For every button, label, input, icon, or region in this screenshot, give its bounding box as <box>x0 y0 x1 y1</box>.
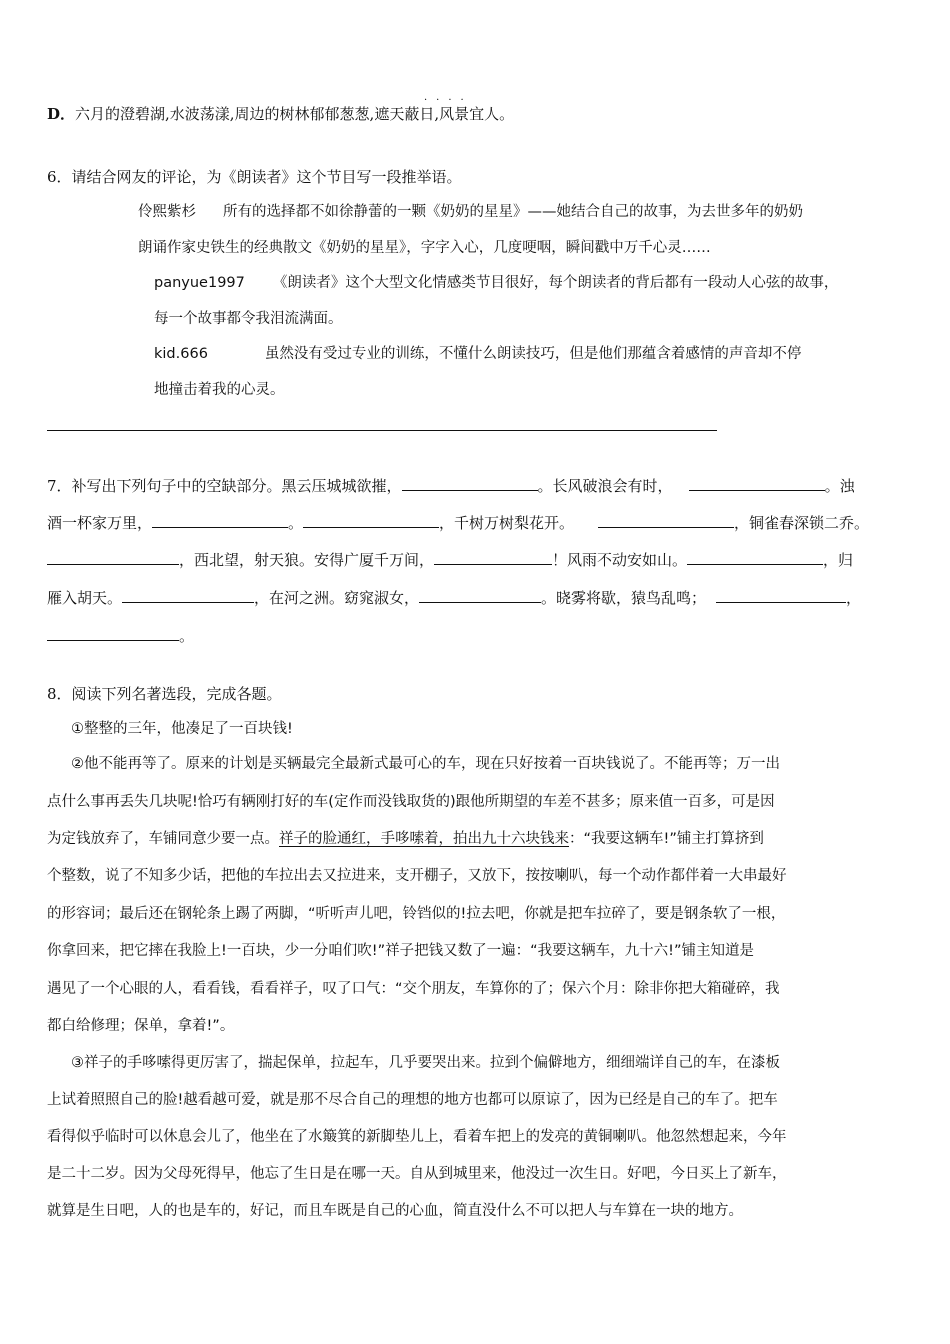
blank-7[interactable] <box>434 549 552 565</box>
q7-text: 雁入胡天。 <box>47 589 123 607</box>
q7-line-4 <box>47 587 861 608</box>
blank-11[interactable] <box>716 587 846 603</box>
q7-text: 酒一杯家万里， <box>47 514 153 532</box>
q8-paragraph-2-line: ②他不能再等了。原来的计划是买辆最完全最新式最可心的车，现在只好按着一百块钱说了。不能再等；万一出 <box>71 756 780 772</box>
comment-3-user: kid.666 <box>154 346 208 362</box>
q7-text: 7．补写出下列句子中的空缺部分。黑云压城城欲摧， <box>47 477 402 495</box>
q8-paragraph-3-line: 是二十二岁。因为父母死得早，他忘了生日是在哪一天。自从到城里来，他没过一次生日。好吧，今日买上了新车， <box>47 1166 787 1182</box>
passage-text: ：“我要这辆车!”铺主打算挤到 <box>569 831 764 847</box>
q7-line-3 <box>47 549 853 570</box>
q7-text: 。 <box>288 514 304 532</box>
q8-paragraph-2-line: 点什么事再丢失几块呢!恰巧有辆刚打好的车(定作而没钱取货的)跟他所期望的车差不甚多；原来值一百多，可是因 <box>47 794 775 810</box>
q7-line-5 <box>47 625 194 646</box>
q7-line-1 <box>47 475 855 496</box>
q8-paragraph-2-line: 个整数，说了不知多少话，把他的车拉出去又拉进来，支开棚子，又放下，按按喇叭，每一个动作都伴着一大串最好 <box>47 868 787 884</box>
comment-1-text-1: 所有的选择都不如徐静蕾的一颗《奶奶的星星》——她结合自己的故事，为去世多年的奶奶 <box>223 204 803 220</box>
q7-text: ， <box>846 589 862 607</box>
comment-1-line-1 <box>138 202 803 222</box>
blank-8[interactable] <box>687 549 823 565</box>
q8-paragraph-2-line: 你拿回来，把它摔在我脸上!一百块，少一分咱们吹!”祥子把钱又数了一遍：“我要这辆车，九十六!”铺主知道是 <box>47 943 754 959</box>
q7-text: 。 <box>179 627 195 645</box>
blank-2[interactable] <box>689 475 825 491</box>
q7-text: 。晓雾将歇，猿鸟乱鸣； <box>541 589 707 607</box>
comment-3-line-2: 地撞击着我的心灵。 <box>154 382 285 398</box>
q7-text: 。浊 <box>824 477 855 495</box>
blank-6[interactable] <box>47 549 179 565</box>
q7-text: ！风雨不动安如山。 <box>552 551 688 569</box>
option-d-text-before: 六月的澄碧湖,水波荡漾,周边的树林郁郁葱葱, <box>75 105 375 123</box>
q7-text: ，西北望，射天狼。安得广厦千万间， <box>179 551 435 569</box>
comment-3-text-1: 虽然没有受过专业的训练，不懂什么朗读技巧，但是他们那蕴含着感情的声音却不停 <box>264 346 802 362</box>
q8-paragraph-1: ①整整的三年，他凑足了一百块钱! <box>71 721 293 737</box>
q7-text: ，在河之洲。窈窕淑女， <box>254 589 420 607</box>
q8-paragraph-3-line: 上试着照照自己的脸!越看越可爱，就是那不尽合自己的理想的地方也都可以原谅了，因为已经是自己的车了。把车 <box>47 1092 778 1108</box>
blank-1[interactable] <box>402 475 538 491</box>
blank-3[interactable] <box>152 512 288 528</box>
q8-paragraph-2-line: 都白给修理；保单，拿着!”。 <box>47 1018 235 1034</box>
q8-paragraph-2-line: 的形容词；最后还在钢轮条上踢了两脚，“听听声儿吧，铃铛似的!拉去吧，你就是把车拉碎了，要是钢条软了一根， <box>47 906 786 922</box>
q5-option-d <box>47 104 514 124</box>
answer-line[interactable] <box>47 430 717 431</box>
q8-paragraph-3-line: ③祥子的手哆嗦得更厉害了，揣起保单，拉起车，几乎要哭出来。拉到个偏僻地方，细细端详自己的车，在漆板 <box>71 1055 780 1071</box>
q7-text: ，千树万树梨花开。 <box>439 514 575 532</box>
q8-paragraph-3-line: 就算是生日吧，人的也是车的，好记，而且车既是自己的心血，简直没什么不可以把人与车算在一块的地方。 <box>47 1203 743 1219</box>
q7-line-2 <box>47 512 869 533</box>
comment-2-line-1 <box>154 273 838 293</box>
comment-2-text-1: 《朗读者》这个大型文化情感类节目很好，每个朗读者的背后都有一段动人心弦的故事， <box>272 275 839 291</box>
blank-12[interactable] <box>47 625 179 641</box>
q8-paragraph-2-line <box>47 829 764 849</box>
option-d-dotted-text: 遮天蔽日 <box>374 105 435 123</box>
comment-2-user: panyue1997 <box>154 275 245 291</box>
passage-text: 为定钱放弃了，车铺同意少要一点。 <box>47 831 279 847</box>
blank-4[interactable] <box>303 512 439 528</box>
q8-stem: 8．阅读下列名著选段，完成各题。 <box>47 685 282 703</box>
q8-paragraph-3-line: 看得似乎临时可以休息会儿了，他坐在了水簸箕的新脚垫儿上，看着车把上的发亮的黄铜喇叭。他忽然想起来，今年 <box>47 1129 787 1145</box>
comment-2-line-2: 每一个故事都令我泪流满面。 <box>154 311 343 327</box>
comment-3-line-1 <box>154 344 801 364</box>
comment-1-line-2: 朗诵作家史铁生的经典散文《奶奶的星星》，字字入心，几度哽咽，瞬间戳中万千心灵…… <box>138 240 711 256</box>
q7-text: ，铜雀春深锁二乔。 <box>734 514 870 532</box>
blank-5[interactable] <box>598 512 734 528</box>
option-d-label: D． <box>47 105 76 123</box>
q8-paragraph-2-line: 遇见了一个心眼的人，看看钱，看看祥子，叹了口气：“交个朋友，车算你的了；保六个月：除非你把大箱碰碎，我 <box>47 981 780 997</box>
q6-stem: 6．请结合网友的评论，为《朗读者》这个节目写一段推举语。 <box>47 168 462 186</box>
q7-text: ，归 <box>823 551 854 569</box>
blank-9[interactable] <box>122 587 254 603</box>
blank-10[interactable] <box>419 587 541 603</box>
option-d-text-after: ,风景宜人。 <box>434 105 515 123</box>
comment-1-user: 伶熙紫杉 <box>138 204 196 220</box>
emphasis-dots: ···· <box>424 95 473 106</box>
q7-text: 。长风破浪会有时， <box>537 477 673 495</box>
underlined-sentence: 祥子的脸通红，手哆嗦着，拍出九十六块钱来 <box>279 831 569 847</box>
